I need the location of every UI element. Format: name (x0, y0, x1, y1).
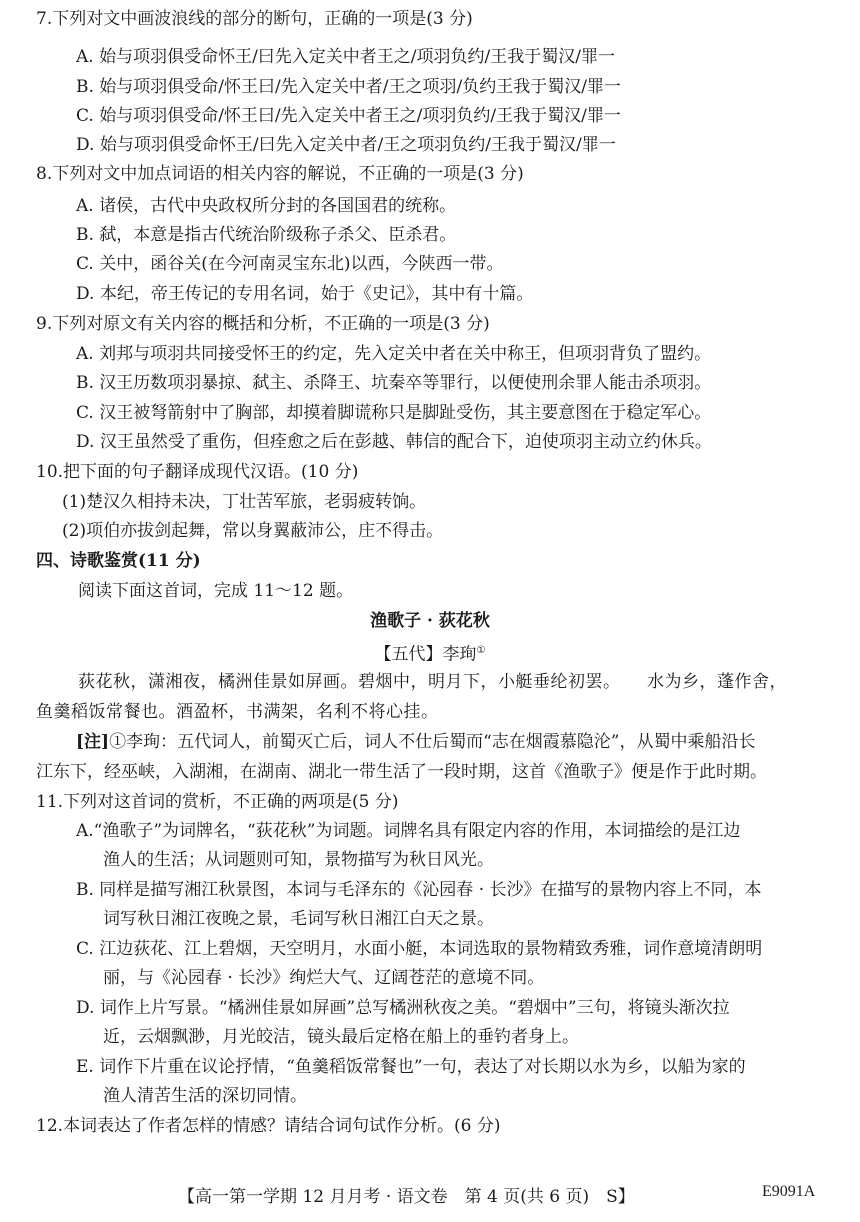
question-9-option-a: A. 刘邦与项羽共同接受怀王的约定，先入定关中者在关中称王，但项羽背负了盟约。 (76, 344, 712, 364)
question-7-stem: 7.下列对文中画波浪线的部分的断句，正确的一项是(3 分) (36, 9, 473, 29)
question-8-option-b: B. 弑，本意是指古代统治阶级称子杀父、臣杀君。 (76, 225, 457, 245)
poem-title: 渔歌子 · 荻花秋 (370, 611, 490, 631)
poem-note-line-2: 江东下，经巫峡，入湖湘，在湖南、湖北一带生活了一段时期，这首《渔歌子》便是作于此时期。 (36, 762, 767, 782)
poem-author-text: 【五代】李珣 (374, 644, 477, 665)
question-9-option-b: B. 汉王历数项羽暴掠、弑主、杀降王、坑秦卒等罪行，以便使刑余罪人能击杀项羽。 (76, 373, 712, 393)
question-11-option-b-cont: 词写秋日湘江夜晚之景，毛词写秋日湘江白天之景。 (103, 909, 494, 929)
question-11-option-b: B. 同样是描写湘江秋景图，本词与毛泽东的《沁园春 · 长沙》在描写的景物内容上不同，本 (76, 880, 762, 900)
question-9-stem: 9.下列对原文有关内容的概括和分析，不正确的一项是(3 分) (36, 314, 490, 334)
question-10-item-2: (2)项伯亦拔剑起舞，常以身翼蔽沛公，庄不得击。 (62, 521, 444, 541)
exam-code: E9091A (762, 1183, 816, 1200)
question-11-option-c: C. 江边荻花、江上碧烟，天空明月，水面小艇，本词选取的景物精致秀雅，词作意境清朗明 (76, 939, 763, 959)
poem-note-label: [注] (76, 732, 110, 752)
section-4-heading: 四、诗歌鉴赏(11 分) (36, 551, 201, 571)
question-9-option-c: C. 汉王被弩箭射中了胸部，却摸着脚谎称只是脚趾受伤，其主要意图在于稳定军心。 (76, 403, 712, 423)
question-7-option-b: B. 始与项羽俱受命/怀王曰/先入定关中者/王之项羽/负约王我于蜀汉/罪一 (76, 77, 621, 97)
poem-author (0, 640, 860, 666)
poem-line-1: 荻花秋，潇湘夜，橘洲佳景如屏画。碧烟中，明月下，小艇垂纶初罢。 水为乡，蓬作舍， (78, 672, 787, 692)
question-11-option-d-cont: 近，云烟飘渺，月光皎洁，镜头最后定格在船上的垂钓者身上。 (103, 1027, 579, 1047)
question-11-option-a-cont: 渔人的生活；从词题则可知，景物描写为秋日风光。 (103, 850, 494, 870)
question-12-stem: 12.本词表达了作者怎样的情感？请结合词句试作分析。(6 分) (36, 1116, 501, 1136)
question-10-item-1: (1)楚汉久相持未决，丁壮苦军旅，老弱疲转饷。 (62, 492, 427, 512)
question-10-stem: 10.把下面的句子翻译成现代汉语。(10 分) (36, 462, 359, 482)
question-7-option-d: D. 始与项羽俱受命怀王/曰先入定关中者/王之项羽负约/王我于蜀汉/罪一 (76, 135, 616, 155)
page-footer: 【高一第一学期 12 月月考 · 语文卷 第 4 页(共 6 页) S】 (178, 1187, 635, 1207)
question-7-option-c: C. 始与项羽俱受命/怀王曰/先入定关中者王之/项羽负约/王我于蜀汉/罪一 (76, 106, 621, 126)
question-7-option-a: A. 始与项羽俱受命怀王/曰先入定关中者王之/项羽负约/王我于蜀汉/罪一 (76, 47, 615, 67)
section-4-intro: 阅读下面这首词，完成 11～12 题。 (78, 581, 354, 601)
poem-line-2: 鱼羹稻饭常餐也。酒盈杯，书满架，名利不将心挂。 (36, 702, 439, 722)
question-11-stem: 11.下列对这首词的赏析，不正确的两项是(5 分) (36, 792, 399, 812)
question-8-option-c: C. 关中，函谷关(在今河南灵宝东北)以西，今陕西一带。 (76, 254, 504, 274)
question-11-option-e: E. 词作下片重在议论抒情，“鱼羹稻饭常餐也”一句，表达了对长期以水为乡，以船为家的 (76, 1057, 746, 1077)
question-8-option-a: A. 诸侯，古代中央政权所分封的各国国君的统称。 (76, 196, 457, 216)
question-8-option-d: D. 本纪，帝王传记的专用名词，始于《史记》，其中有十篇。 (76, 284, 534, 304)
question-11-option-a: A.“渔歌子”为词牌名，“荻花秋”为词题。词牌名具有限定内容的作用，本词描绘的是江边 (76, 821, 741, 841)
question-11-option-e-cont: 渔人清苦生活的深切同情。 (103, 1086, 307, 1106)
question-11-option-d: D. 词作上片写景。“橘洲佳景如屏画”总写橘洲秋夜之美。“碧烟中”三句，将镜头渐次拉 (76, 998, 730, 1018)
question-9-option-d: D. 汉王虽然受了重伤，但痊愈之后在彭越、韩信的配合下，迫使项羽主动立约休兵。 (76, 432, 712, 452)
poem-note (76, 731, 755, 753)
question-11-option-c-cont: 丽，与《沁园春 · 长沙》绚烂大气、辽阔苍茫的意境不同。 (103, 968, 545, 988)
question-8-stem: 8.下列对文中加点词语的相关内容的解说，不正确的一项是(3 分) (36, 164, 524, 184)
poem-author-note-mark: ① (476, 645, 486, 656)
poem-note-text: ①李珣：五代词人，前蜀灭亡后，词人不仕后蜀而“志在烟霞慕隐沦”，从蜀中乘船沿长 (109, 732, 756, 752)
